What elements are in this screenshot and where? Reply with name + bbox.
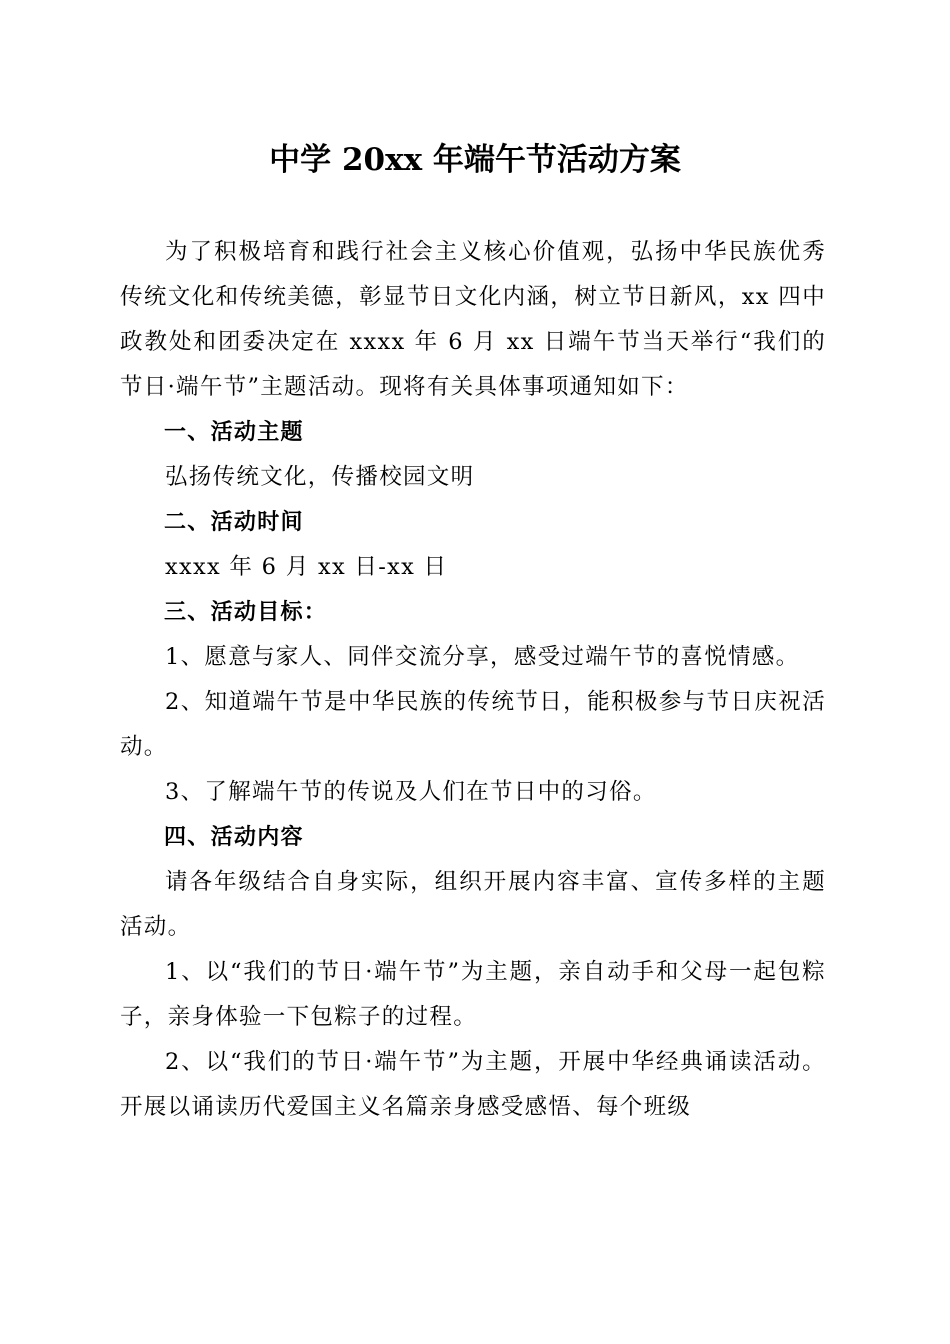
section-heading-time: 二、活动时间 bbox=[164, 510, 304, 535]
intro-paragraph: 为了积极培育和践行社会主义核心价值观，弘扬中华民族优秀传统文化和传统美德，彰显节日文化内涵，树立节日新风，xx 四中政教处和团委决定在 xxxx 年 6 月 xx 日端午节当天举行“我们的节日·端午节”主题活动。现将有关具体事项通知如下： bbox=[120, 239, 826, 400]
theme-text: 弘扬传统文化，传播校园文明 bbox=[165, 464, 475, 490]
goal-item-2: 2、知道端午节是中华民族的传统节日，能积极参与节日庆祝活动。 bbox=[120, 689, 826, 760]
document-title: 中学 20xx 年端午节活动方案 bbox=[269, 142, 681, 178]
time-text: xxxx 年 6 月 xx 日-xx 日 bbox=[165, 554, 448, 580]
goal-item-3: 3、了解端午节的传说及人们在节日中的习俗。 bbox=[165, 779, 657, 805]
content-item-1: 1、以“我们的节日·端午节”为主题，亲自动手和父母一起包粽子，亲身体验一下包粽子的过程。 bbox=[120, 959, 826, 1030]
content-intro: 请各年级结合自身实际，组织开展内容丰富、宣传多样的主题活动。 bbox=[120, 869, 826, 940]
section-heading-theme: 一、活动主题 bbox=[164, 420, 304, 445]
section-heading-content: 四、活动内容 bbox=[164, 825, 304, 850]
section-heading-goals: 三、活动目标： bbox=[164, 600, 328, 625]
content-item-2: 2、以“我们的节日·端午节”为主题，开展中华经典诵读活动。开展以诵读历代爱国主义名篇亲身感受感悟、每个班级 bbox=[120, 1049, 826, 1120]
document-body bbox=[120, 230, 826, 1130]
goal-item-1: 1、愿意与家人、同伴交流分享，感受过端午节的喜悦情感。 bbox=[165, 644, 800, 670]
